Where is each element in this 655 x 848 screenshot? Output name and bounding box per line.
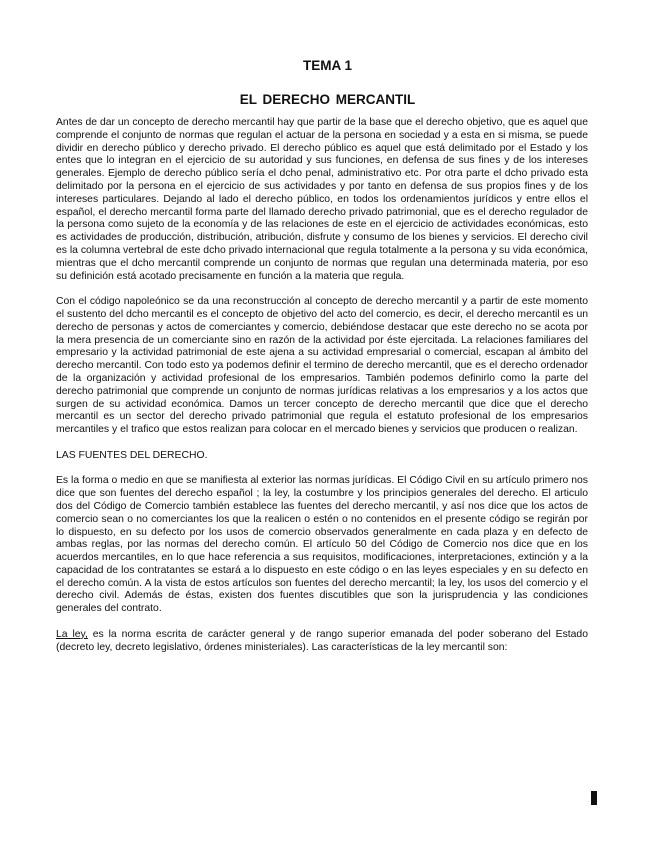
paragraph-law [56, 629, 588, 655]
document-title: TEMA 1 [302, 58, 352, 73]
paragraph-sources: Es la forma o medio en que se manifiesta al exterior las normas jurídicas. El Código Civil en su artículo primero nos dice que son fuentes del derecho español ; la ley, la costumbre y los principios generales del derecho. El articulo dos del Código de Comercio también establece las fuentes del derecho mercantil, y así nos dice que los actos de comercio sean o no comerciantes los que la realicen o estén o no contenidos en el presente código se regirán por lo dispuesto, en su defecto por los usos de comercio observados generalmente en cada plaza y en defecto de ambas reglas, por las normas del derecho común. El artículo 50 del Código de Comercio nos dice que en los acuerdos mercantiles, en lo que hace referencia a sus requisitos, modificaciones, interpretaciones, extinción y a la capacidad de los contratantes se estará a lo dispuesto en este código o en las leyes especiales y en su defecto en el derecho común. A la vista de estos artículos son fuentes del derecho mercantil; la ley, los usos del comercio y el derecho civil. Además de éstas, existen dos fuentes discutibles que son la jurisprudencia y las condiciones generales del contrato. [56, 475, 588, 615]
document-body [56, 117, 588, 667]
paragraph-intro: Antes de dar un concepto de derecho mercantil hay que partir de la base que el derecho objetivo, que es aquel que comprende el conjunto de normas que regulan el actuar de la persona en sociedad y a esta en si misma, se puede dividir en derecho público y derecho privado. El derecho público es aquel que está delimitado por el Estado y los entes que lo integran en el ejercicio de su autoridad y sus funciones, en defensa de sus fines y de los intereses generales. Ejemplo de derecho público sería el dcho penal, administrativo etc. Por otra parte el dcho privado esta delimitado por la persona en el ejercicio de sus actividades y por tanto en defensa de sus propios fines y de los intereses particulares. Dejando al lado el derecho público, en todos los ordenamientos jurídicos y entre ellos el español, el derecho mercantil forma parte del llamado derecho privado patrimonial, que es el derecho regulador de la persona como sujeto de la economía y de las relaciones de este en el ejercicio de actividades económicas, esto es actividades de producción, distribución, atribución, disfrute y consumo de los bienes y servicios. El derecho civil es la columna vertebral de este dcho privado internacional que regula totalmente a la persona y su vida económica, mientras que el dcho mercantil comprende un conjunto de normas que regulan una determinada materia, por eso su definición está acotado precisamente en función a la materia que regula. [56, 117, 588, 282]
document-subtitle: EL DERECHO MERCANTIL [239, 92, 416, 107]
section-heading-sources: LAS FUENTES DEL DERECHO. [56, 449, 208, 461]
law-definition: es la norma escrita de carácter general y de rango superior emanada del poder soberano del Estado (decreto ley, decreto legislativo, órdenes ministeriales). Las características de la ley mercantil son: [56, 628, 588, 653]
paragraph-napoleonic-code: Con el código napoleónico se da una reconstrucción al concepto de derecho mercantil y a partir de este momento el sustento del dcho mercantil es el concepto de objetivo del acto del comercio, es decir, el derecho mercantil es un derecho de personas y actos de comerciantes y comercio, debiéndose destacar que este derecho no se acota por la mera presencia de un comerciante sino en razón de la actividad por éste ejercitada. La relaciones familiares del empresario y la actividad patrimonial de este ajena a su actividad empresarial o comercial, escapan al ámbito del derecho mercantil. Con todo esto ya podemos definir el termino de derecho mercantil, que es el derecho ordenador de la organización y actividad profesional de los empresarios. También podemos definirlo como la parte del derecho patrimonial que comprende un conjunto de normas jurídicas relativas a los empresarios y a los actos que surgen de su actividad económica. Damos un tercer concepto de derecho mercantil que dice que el derecho mercantil es un sector del derecho privado patrimonial que regula el estatuto profesional de los empresarios mercantiles y el trafico que estos realizan para colocar en el mercado bienes y servicios que producen o realizan. [56, 296, 588, 436]
page-marker [591, 791, 597, 805]
law-term: La ley, [56, 628, 88, 640]
